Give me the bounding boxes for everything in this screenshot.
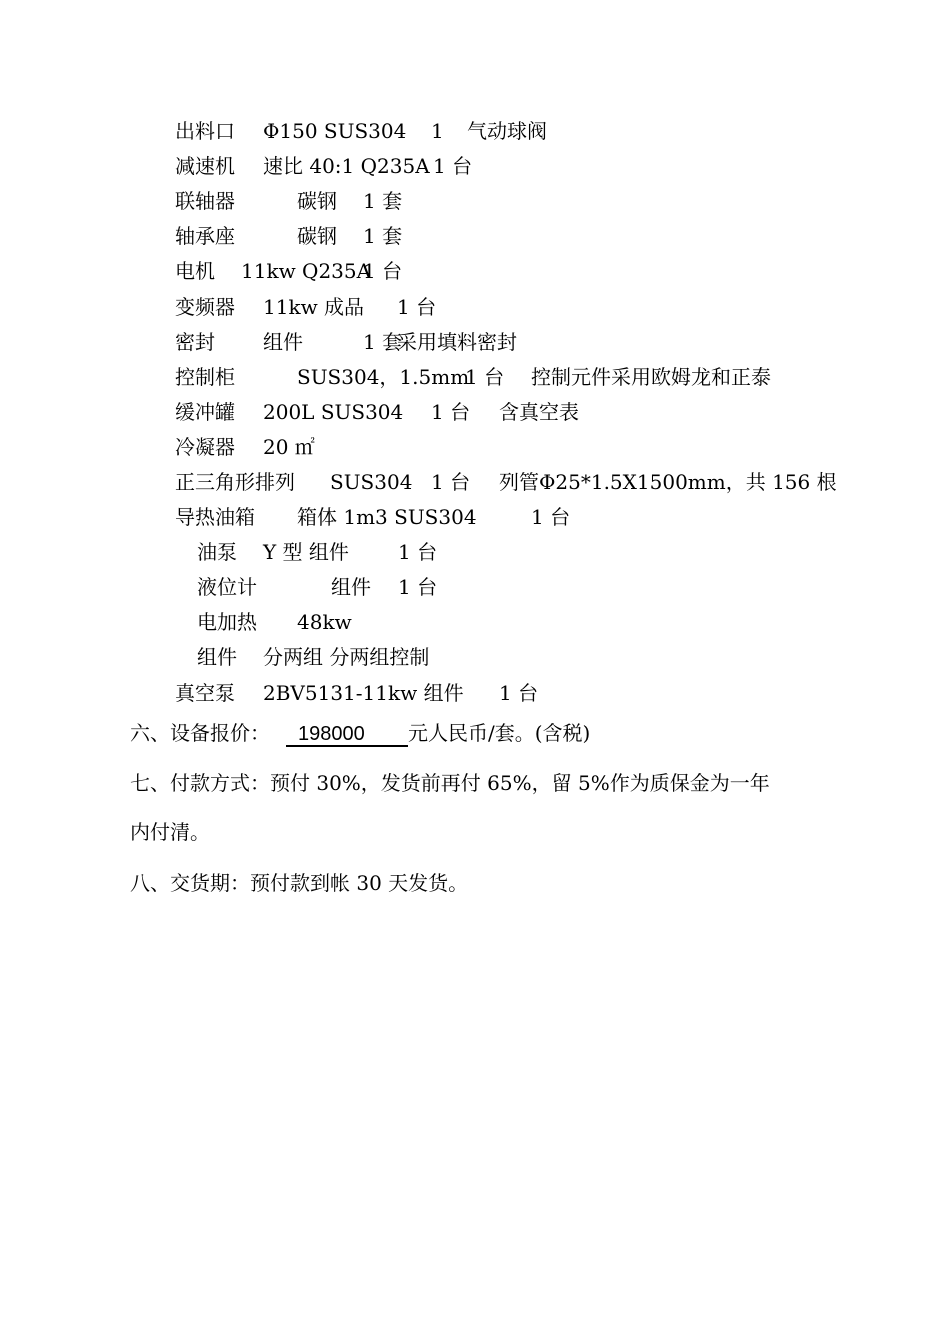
item-note: 采用填料密封 [397,330,517,354]
subitem-row [197,540,437,564]
item-name: 轴承座 [175,224,235,248]
item-row-vacuum-pump [175,681,538,705]
subitem-spec: 组件 [331,575,371,599]
price-value: 198000 [286,723,408,747]
item-qty: 1 台 [431,470,471,494]
item-row [175,400,579,424]
item-name: 控制柜 [175,365,235,389]
subitem-row [197,610,352,634]
section-payment-line1: 七、付款方式：预付 30%，发货前再付 65%，留 5%作为质保金为一年 [130,771,770,795]
item-row [175,259,402,283]
subitem-name: 油泵 [197,540,237,564]
item-row [175,505,570,529]
item-note: 气动球阀 [467,119,547,143]
subitem-spec: 分两组 分两组控制 [263,645,430,669]
item-spec: 2BV5131-11kw 组件 [263,681,464,705]
item-name: 电机 [175,259,215,283]
section-delivery: 八、交货期：预付款到帐 30 天发货。 [130,871,469,895]
item-qty: 1 台 [431,400,471,424]
item-note: 含真空表 [499,400,579,424]
item-row [175,154,472,178]
item-qty: 1 台 [363,259,403,283]
item-row [175,119,547,143]
item-spec: 20 ㎡ [263,435,315,459]
item-spec: 11kw 成品 [263,295,365,319]
item-qty: 1 套 [363,224,403,248]
item-spec: Φ150 SUS304 [263,119,407,143]
item-qty: 1 套 [363,330,403,354]
item-name: 真空泵 [175,681,235,705]
item-row [175,224,402,248]
item-qty: 1 台 [465,365,505,389]
subitem-name: 电加热 [197,610,257,634]
subitem-row [197,645,429,669]
item-name: 导热油箱 [175,505,255,529]
item-spec: SUS304 [330,470,413,494]
subitem-spec: 48kw [297,610,352,634]
item-qty: 1 台 [499,681,539,705]
item-qty: 1 台 [433,154,473,178]
item-qty: 1 套 [363,189,403,213]
item-spec: SUS304，1.5mm [297,365,470,389]
item-row [175,470,837,494]
item-name: 冷凝器 [175,435,235,459]
price-label: 六、设备报价： [130,721,270,745]
item-spec: 组件 [263,330,303,354]
item-spec: 11kw Q235A [241,259,372,283]
item-spec: 200L SUS304 [263,400,404,424]
subitem-name: 组件 [197,645,237,669]
item-qty: 1 台 [397,295,437,319]
item-note: 控制元件采用欧姆龙和正泰 [531,365,771,389]
item-name: 密封 [175,330,215,354]
item-row [175,435,315,459]
section-payment-line2: 内付清。 [130,820,210,844]
item-name: 正三角形排列 [175,470,295,494]
item-name: 变频器 [175,295,235,319]
item-spec: 碳钢 [297,224,337,248]
item-qty: 1 台 [531,505,571,529]
item-row [175,295,436,319]
price-suffix: 元人民币/套。(含税) [408,721,591,745]
section-price [130,721,590,747]
subitem-row [197,575,437,599]
item-row [175,330,517,354]
subitem-qty: 1 台 [398,575,438,599]
item-spec: 速比 40:1 Q235A [263,154,430,178]
subitem-spec: Y 型 组件 [263,540,349,564]
item-name: 缓冲罐 [175,400,235,424]
item-qty: 1 [431,119,444,143]
item-row [175,365,771,389]
item-spec: 箱体 1m3 SUS304 [297,505,477,529]
item-spec: 碳钢 [297,189,337,213]
subitem-qty: 1 台 [398,540,438,564]
item-name: 出料口 [175,119,235,143]
item-name: 减速机 [175,154,235,178]
subitem-name: 液位计 [197,575,257,599]
item-row [175,189,402,213]
item-note: 列管Φ25*1.5X1500mm，共 156 根 [499,470,837,494]
item-name: 联轴器 [175,189,235,213]
